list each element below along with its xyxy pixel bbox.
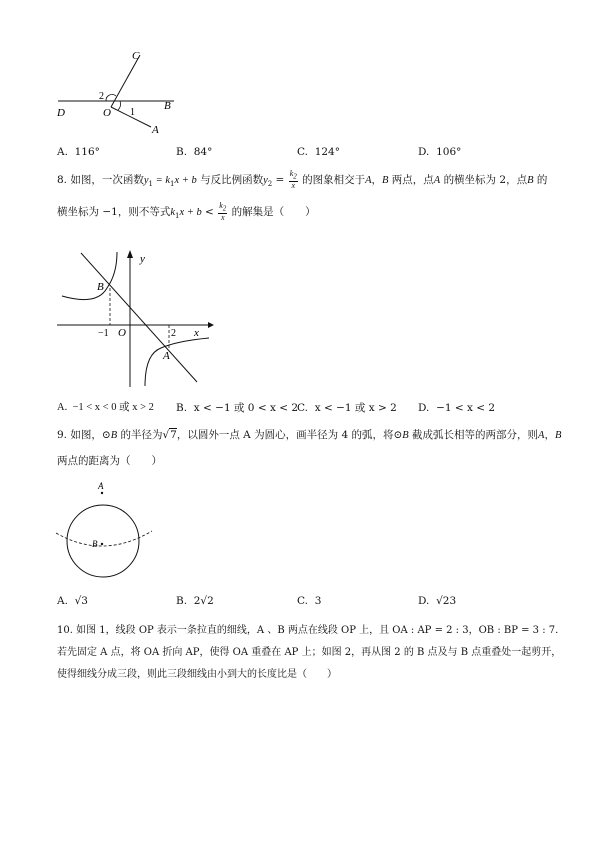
hyperbola-lower-right	[145, 338, 209, 386]
q9-option-a[interactable]: A. √3	[57, 595, 88, 607]
q8-stem-line2: 横坐标为 −1，则不等式$k_1x + b$ < $\frac{k_2}{x}$ 的解集是（ ）	[57, 201, 316, 222]
q9-stem-line1: 9. 如图，⊙B 的半径为√7，以圆外一点 A 为圆心，画半径为 4 的弧，将⊙B 截成弧长相等的两部分，则A，B	[57, 429, 562, 441]
q7-option-a[interactable]: A. 116°	[57, 146, 100, 158]
q8-option-a[interactable]: A. −1 < x < 0 或 x > 2	[57, 402, 154, 413]
label-o: O	[103, 107, 111, 119]
q8-option-c[interactable]: C. x < −1 或 x > 2	[297, 402, 397, 414]
q7-angle-figure	[50, 44, 190, 139]
q7-option-b[interactable]: B. 84°	[176, 146, 213, 158]
label-c: C	[132, 50, 140, 62]
linear-function-line	[81, 253, 197, 382]
angle-1-arc	[118, 101, 121, 110]
fraction-k2-over-x: $\frac{k_2}{x}$	[289, 169, 297, 190]
q8-function-graph	[57, 244, 217, 389]
label-b: B	[97, 281, 104, 293]
label-b: B	[164, 100, 171, 112]
q10-stem-line1: 10. 如图 1，线段 OP 表示一条拉直的细线，A 、B 两点在线段 OP 上，且 OA : AP = 2 : 3，OB : BP = 3 : 7．	[57, 625, 566, 636]
y-axis-arrow	[127, 250, 133, 258]
q9-circle-figure	[50, 476, 160, 584]
label-angle-2: 2	[99, 91, 104, 102]
q8-stem-line1: 8. 如图，一次函数$y_1 = k_1x + b$ 与反比例函数$y_2$ = $\frac{k_2}{x}$ 的图象相交于A，B 两点，点A 的横坐标为 2，点B 的	[57, 169, 548, 190]
q8-option-d[interactable]: D. −1 < x < 2	[418, 402, 496, 414]
fraction-k2-over-x-2: $\frac{k_2}{x}$	[219, 201, 227, 222]
circle-b	[67, 505, 139, 577]
q7-option-c[interactable]: C. 124°	[297, 146, 340, 158]
label-x: x	[194, 327, 199, 339]
q10-stem-line3: 使得细线分成三段，则此三段细线由小到大的长度比是（ ）	[57, 669, 337, 680]
hyperbola-upper-left	[62, 252, 117, 300]
label-o: O	[118, 327, 126, 339]
q10-stem-line2: 若先固定 A 点，将 OA 折向 AP，使得 OA 重叠在 AP 上；如图 2，再从图 2 的 B 点及与 B 点重叠处一起剪开，	[57, 647, 562, 658]
label-angle-1: 1	[130, 107, 135, 118]
label-a: A	[152, 124, 159, 136]
q7-option-d[interactable]: D. 106°	[418, 146, 462, 158]
tick-2: 2	[171, 328, 176, 339]
q9-option-b[interactable]: B. 2√2	[176, 595, 214, 607]
label-d: D	[57, 107, 65, 119]
label-y: y	[140, 253, 145, 265]
x-axis-arrow	[208, 322, 214, 328]
label-a: A	[98, 481, 104, 491]
label-b: B	[92, 539, 98, 549]
ray-oc	[111, 55, 140, 107]
point-a	[101, 492, 103, 494]
point-b	[101, 543, 103, 545]
label-a: A	[163, 350, 170, 362]
q9-option-d[interactable]: D. √23	[418, 595, 457, 607]
q9-stem-line2: 两点的距离为（ ）	[57, 455, 162, 467]
arc-from-a	[56, 531, 152, 546]
tick-neg1: −1	[98, 328, 109, 339]
q8-option-b[interactable]: B. x < −1 或 0 < x < 2	[176, 402, 299, 414]
q9-option-c[interactable]: C. 3	[297, 595, 322, 607]
